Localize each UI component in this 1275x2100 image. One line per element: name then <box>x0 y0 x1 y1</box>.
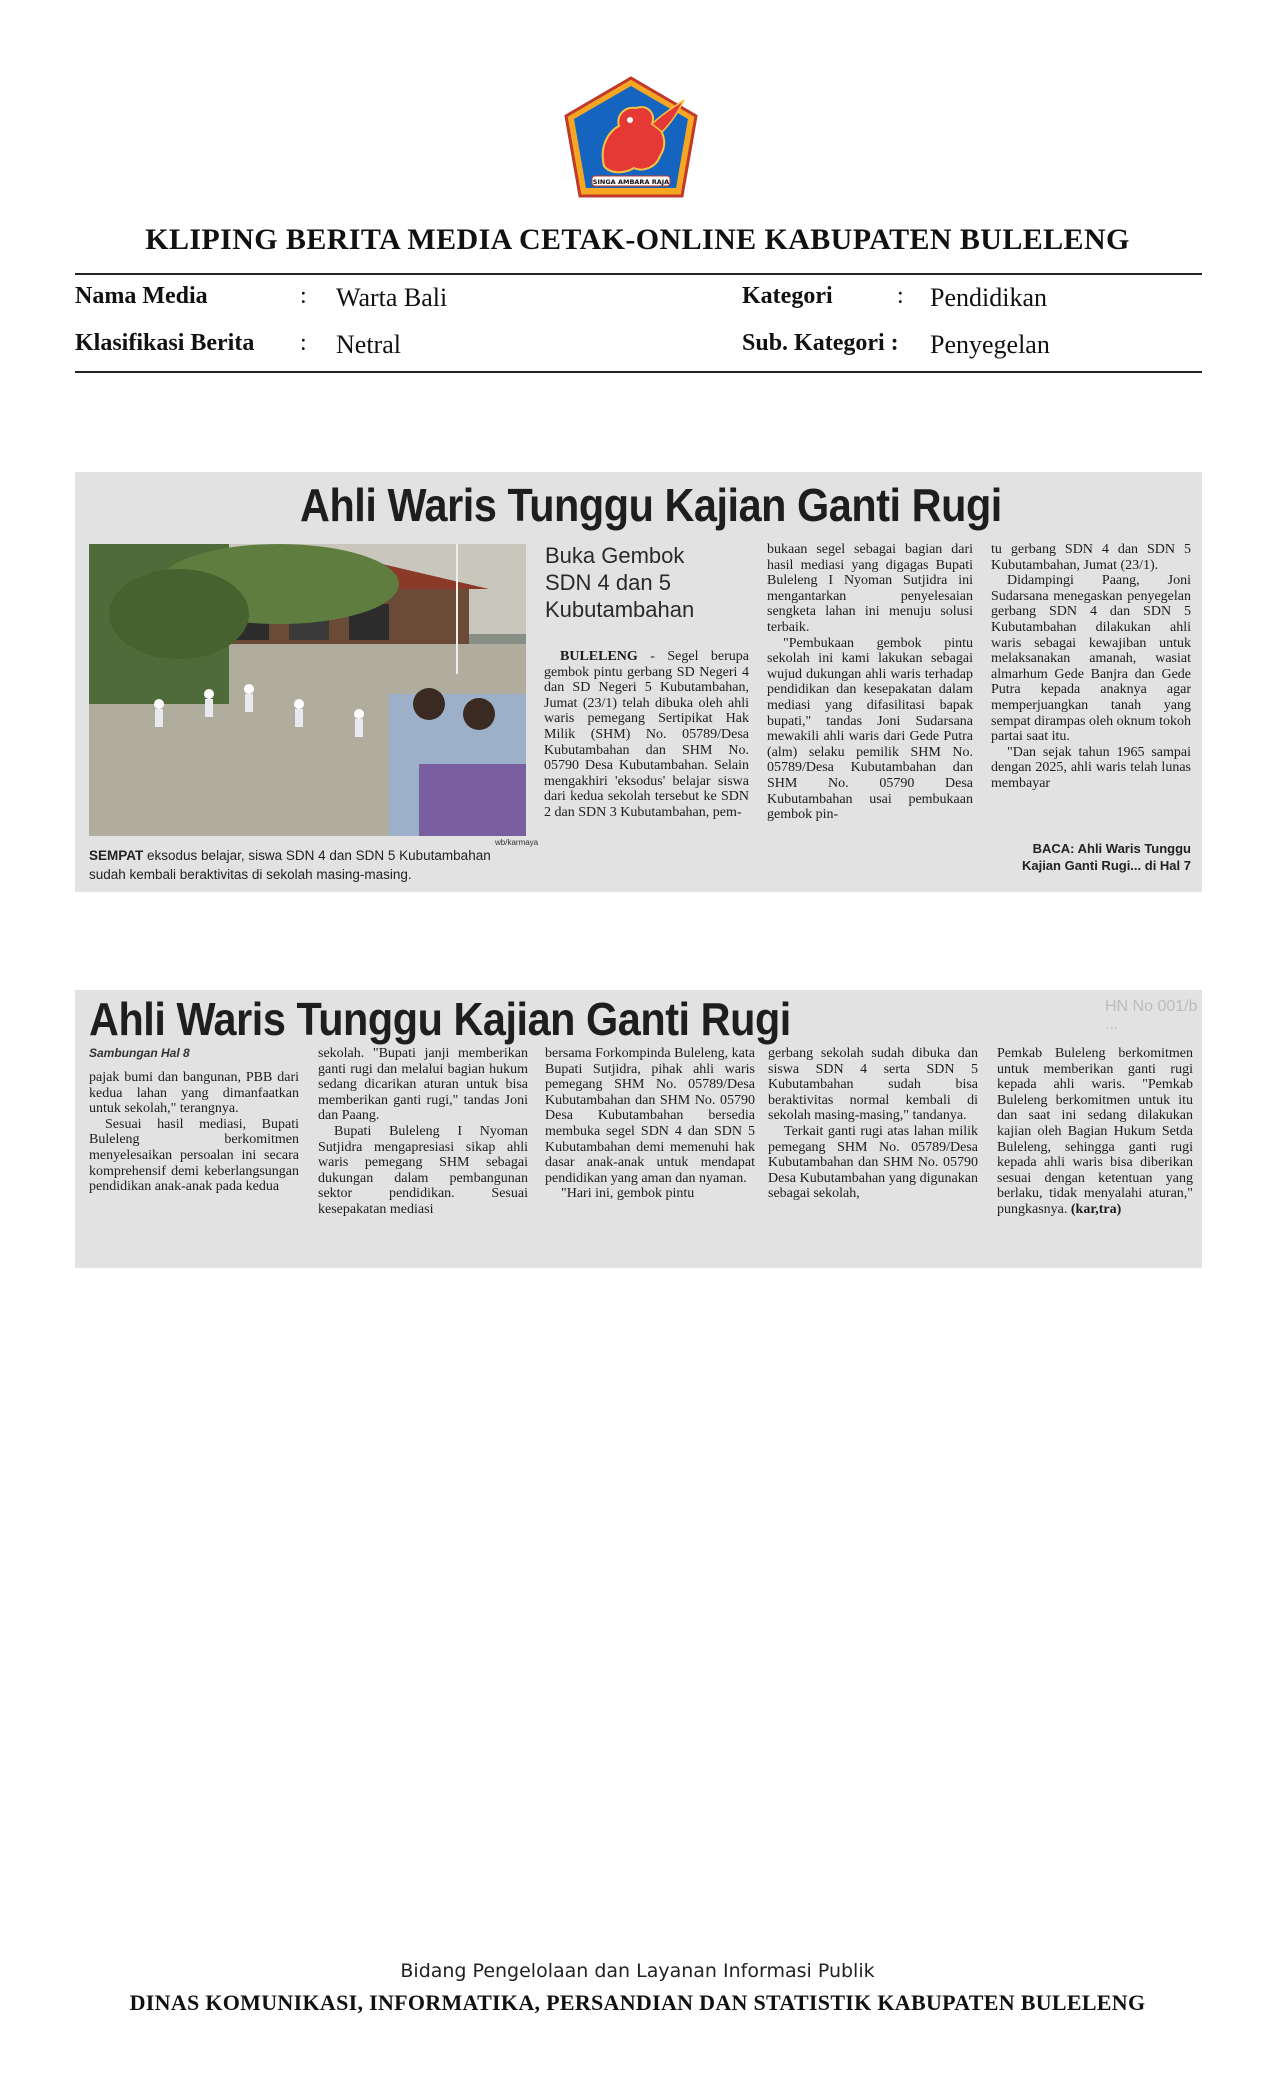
kategori-value: Pendidikan <box>930 283 1047 312</box>
subkategori-value: Penyegelan <box>930 330 1050 359</box>
continued-from-label: Sambungan Hal 8 <box>89 1046 190 1060</box>
news-clipping-continuation <box>75 990 1202 1268</box>
klasifikasi-value: Netral <box>336 330 401 359</box>
clipping-headline: Ahli Waris Tunggu Kajian Ganti Rugi <box>300 479 1002 531</box>
paragraph: "Dan sejak tahun 1965 sampai dengan 2025, ahli waris telah lunas membayar <box>991 744 1191 791</box>
news-clipping-main <box>75 472 1202 892</box>
column-text: - Segel berupa gembok pintu gerbang SD Negeri 4 dan SD Negeri 5 Kubutambahan, Jumat (23/1) telah dibuka oleh ahli waris pemegang Sertipikat Hak Milik (SHM) No. 05789/Desa Kubutambahan dan SHM No. 05790 Desa Kubutambahan. Selain mengakhiri 'eksodus' belajar siswa dari kedua sekolah tersebut ke SDN 2 dan SDN 3 Kubutambahan, pem- <box>544 649 749 820</box>
paragraph: tu gerbang SDN 4 dan SDN 5 Kubutambahan, Jumat (23/1). <box>991 542 1191 573</box>
paragraph: pajak bumi dan bangunan, PBB dari kedua lahan yang dimanfaatkan untuk sekolah," terangnya. <box>89 1070 299 1117</box>
page-title: KLIPING BERITA MEDIA CETAK-ONLINE KABUPATEN BULELENG <box>145 223 1130 256</box>
article-column-5 <box>997 1046 1193 1218</box>
paragraph: Didampingi Paang, Joni Sudarsana menegaskan penyegelan gerbang SDN 4 dan SDN 5 Kubutambahan dilakukan ahli waris sebagai kewajiban untuk melaksanakan amanah, wasiat almarhum Gede Banjra dan Gede Putra kepada anaknya agar memperjuangkan tanah yang sempat dirampas oleh oknum tokoh partai saat itu. <box>991 573 1191 745</box>
continuation-note: BACA: Ahli Waris Tunggu Kajian Ganti Rugi... di Hal 7 <box>1021 841 1191 873</box>
footer-division: Bidang Pengelolaan dan Layanan Informasi Publik <box>400 1960 875 1982</box>
footer-agency: DINAS KOMUNIKASI, INFORMATIKA, PERSANDIAN DAN STATISTIK KABUPATEN BULELENG <box>129 1990 1146 2015</box>
clipping-headline: Ahli Waris Tunggu Kajian Ganti Rugi <box>89 993 791 1045</box>
paragraph: bukaan segel sebagai bagian dari hasil mediasi yang digagas Bupati Buleleng I Nyoman Sutjidra ini mengantarkan penyelesaian sengketa lahan ini menuju solusi terbaik. <box>767 542 973 635</box>
clipping-subhead: Buka Gembok SDN 4 dan 5 Kubutambahan <box>545 543 695 622</box>
article-column-1 <box>544 649 749 821</box>
paragraph: Pemkab Buleleng berkomitmen untuk memberikan ganti rugi kepada ahli waris. "Pemkab Buleleng berkomitmen untuk itu dan saat ini sedang dilakukan kajian oleh Bagian Hukum Setda Buleleng, sehingga ganti rugi kepada ahli waris bisa diberikan sesuai dengan ketentuan yang berlaku, tidak menyalahi aturan," pungkasnya. <box>997 1046 1193 1217</box>
article-column-4 <box>768 1046 978 1202</box>
article-column-2 <box>767 542 973 823</box>
article-column-3 <box>545 1046 755 1202</box>
paragraph: sekolah. "Bupati janji memberikan ganti rugi dan melalui bagian hukum sedang dicarikan aturan untuk bisa memberikan ganti rugi," tandas Joni dan Paang. <box>318 1046 528 1124</box>
klasifikasi-label: Klasifikasi Berita <box>75 330 255 356</box>
klasifikasi-colon: : <box>300 330 307 356</box>
school-yard-photo <box>89 544 526 836</box>
paragraph: Terkait ganti rugi atas lahan milik pemegang SHM No. 05789/Desa Kubutambahan dan SHM No. 05790 Desa Kubutambahan yang digunakan sebagai sekolah, <box>768 1123 978 1202</box>
header-rule-top <box>75 273 1202 275</box>
header-rule-bottom <box>75 371 1202 373</box>
logo-motto: SINGA AMBARA RAJA <box>592 178 670 186</box>
dateline: BULELENG <box>560 649 638 664</box>
paragraph: bersama Forkompinda Buleleng, kata Bupati Sutjidra, pihak ahli waris pemegang SHM No. 05789/Desa Kubutambahan dan SHM No. 05790 Desa Kubutambahan bersedia membuka segel SDN 4 dan SDN 5 Kubutambahan demi memenuhi hak dasar anak-anak untuk mendapat pendidikan yang aman dan nyaman. <box>545 1046 755 1186</box>
media-value: Warta Bali <box>336 283 448 312</box>
paragraph: Sesuai hasil mediasi, Bupati Buleleng berkomitmen menyelesaikan persoalan ini secara komprehensif demi keberlangsungan pendidikan anak-anak pada kedua <box>89 1116 299 1195</box>
buleleng-crest-logo <box>564 76 698 199</box>
paragraph: "Pembukaan gembok pintu sekolah ini kami lakukan sebagai wujud dukungan ahli waris terhadap pendidikan dan kesepakatan dalam mediasi yang difasilitasi bapak bupati," tandas Joni Sudarsana mewakili ahli waris dari Gede Putra (alm) selaku pemilik SHM No. 05789/Desa Kubutambahan dan SHM No. 05790 Desa Kubutambahan usai pembukaan gembok pin- <box>767 635 973 823</box>
paragraph: "Hari ini, gembok pintu <box>561 1186 695 1202</box>
article-column-1 <box>89 1070 299 1195</box>
subkategori-label: Sub. Kategori : <box>742 330 899 356</box>
media-label: Nama Media <box>75 283 208 309</box>
paragraph: gerbang sekolah sudah dibuka dan siswa SDN 4 serta SDN 5 Kubutambahan sudah bisa beraktivitas normal kembali di sekolah masing-masing," tandanya. <box>768 1046 978 1124</box>
author-sign: (kar,tra) <box>1067 1201 1122 1217</box>
kategori-label: Kategori <box>742 283 833 309</box>
paragraph: Bupati Buleleng I Nyoman Sutjidra mengapresiasi sikap ahli waris pemegang SHM sebagai dukungan dalam pembangunan sektor pendidikan. Sesuai kesepakatan mediasi <box>318 1123 528 1217</box>
article-column-3 <box>991 542 1191 792</box>
photo-caption <box>89 846 529 884</box>
article-column-2 <box>318 1046 528 1218</box>
media-colon: : <box>300 283 307 309</box>
bleed-through-text: HN No 001/b ... <box>1105 998 1198 1033</box>
caption-text: eksodus belajar, siswa SDN 4 dan SDN 5 Kubutambahan sudah kembali beraktivitas di sekolah masing-masing. <box>89 848 491 882</box>
kategori-colon: : <box>897 283 904 309</box>
photo-credit: wb/karmaya <box>495 838 539 847</box>
caption-lead: SEMPAT <box>89 848 144 863</box>
